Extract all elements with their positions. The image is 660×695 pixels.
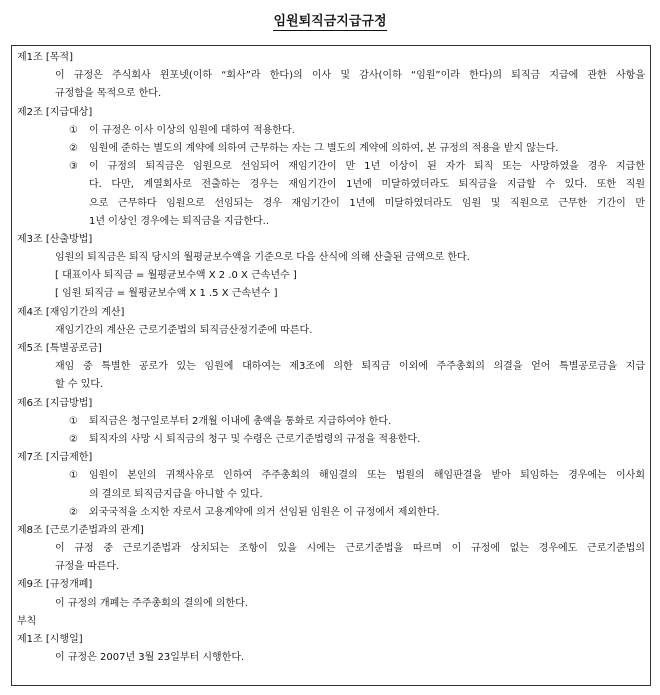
line-text: [ 임원 퇴직금 = 월평균보수액 X 1 .5 X 근속년수 ] bbox=[55, 288, 278, 300]
article-heading bbox=[17, 340, 645, 358]
body-line bbox=[17, 195, 645, 213]
line-text: 할 수 있다. bbox=[55, 379, 104, 391]
line-text: 제9조 [규정개폐] bbox=[17, 579, 93, 591]
line-text: 제4조 [재임기간의 계산] bbox=[17, 306, 125, 318]
body-line bbox=[17, 540, 645, 558]
line-text: 제6조 [지급방법] bbox=[17, 397, 93, 409]
line-text: 부칙 bbox=[17, 615, 37, 627]
numbered-clause bbox=[17, 431, 645, 449]
line-text: 임원이 본인의 귀책사유로 인하여 주주총회의 해임결의 또는 법원의 해임판결을 받아 퇴임하는 경우에는 이사회 bbox=[89, 470, 645, 482]
line-text: [ 대표이사 퇴직금 = 월평균보수액 X 2 .0 X 근속년수 ] bbox=[55, 270, 297, 282]
numbered-clause bbox=[17, 158, 645, 176]
line-text: 이 규정은 주식회사 윈포넷(이하 “회사”라 한다)의 이사 및 감사(이하 “임원”이라 한다)의 퇴직금 지급에 관한 사항을 bbox=[55, 70, 645, 82]
numbered-clause bbox=[17, 467, 645, 485]
clause-number: ② bbox=[69, 433, 78, 445]
line-text: 이 규정의 퇴직금은 임원으로 선임되어 재임기간이 만 1년 이상이 된 자가 퇴직 또는 사망하였을 경우 지급한 bbox=[89, 161, 645, 173]
article-heading bbox=[17, 231, 645, 249]
line-text: 의 결의로 퇴직금지급을 아니할 수 있다. bbox=[89, 488, 263, 500]
article-heading bbox=[17, 395, 645, 413]
clause-number: ② bbox=[69, 142, 78, 154]
regulation-box bbox=[11, 45, 651, 686]
body-line bbox=[17, 176, 645, 194]
line-text: 재임 중 특별한 공로가 있는 임원에 대하여는 제3조에 의한 퇴직금 이외에 주주총회의 의결을 얻어 특별공로금을 지급 bbox=[55, 361, 645, 373]
article-heading bbox=[17, 104, 645, 122]
document-title bbox=[0, 10, 660, 29]
regulation-body bbox=[17, 49, 645, 667]
article-heading bbox=[17, 613, 645, 631]
line-text: 제1조 [목적] bbox=[17, 52, 73, 63]
line-text: 다. 다만, 계열회사로 전출하는 경우는 재임기간이 1년에 미달하였더라도 퇴직금을 지급할 수 있다. 또한 직원 bbox=[89, 179, 645, 191]
clause-number: ① bbox=[69, 124, 78, 136]
line-text: 규정함을 목적으로 한다. bbox=[55, 88, 162, 100]
article-heading bbox=[17, 449, 645, 467]
body-line bbox=[17, 249, 645, 267]
line-text: 이 규정의 개폐는 주주총회의 결의에 의한다. bbox=[55, 597, 248, 609]
body-line bbox=[17, 322, 645, 340]
line-text: 규정을 따른다. bbox=[55, 561, 120, 573]
line-text: 제5조 [특별공로금] bbox=[17, 343, 102, 354]
clause-number: ① bbox=[69, 470, 78, 482]
line-text: 임원에 준하는 별도의 계약에 의하여 근무하는 자는 그 별도의 계약에 의하여, 본 규정의 적용을 받지 않는다. bbox=[89, 142, 559, 154]
body-line bbox=[17, 376, 645, 394]
body-line bbox=[17, 358, 645, 376]
line-text: 1년 이상인 경우에는 퇴직금을 지급한다.. bbox=[89, 215, 269, 227]
numbered-clause bbox=[17, 122, 645, 140]
body-line bbox=[17, 67, 645, 85]
line-text: 임원의 퇴직금은 퇴직 당시의 월평균보수액을 기준으로 다음 산식에 의해 산출된 금액으로 한다. bbox=[55, 252, 470, 264]
numbered-clause bbox=[17, 140, 645, 158]
document-title-text: 임원퇴직금지급규정 bbox=[273, 14, 387, 29]
numbered-clause bbox=[17, 504, 645, 522]
line-text: 이 규정 중 근로기준법과 상치되는 조항이 있을 시에는 근로기준법을 따르며 이 규정에 없는 경우에도 근로기준법의 bbox=[55, 543, 645, 555]
clause-number: ② bbox=[69, 506, 78, 518]
line-text: 으로 근무하다 임원으로 선임되는 경우 재임기간이 1년에 미달하였더라도 임원 및 직원으로 근무한 기간이 만 bbox=[89, 197, 645, 209]
line-text: 제1조 [시행일] bbox=[17, 634, 83, 645]
line-text: 제8조 [근로기준법과의 관계] bbox=[17, 524, 144, 536]
line-text: 이 규정은 2007년 3월 23일부터 시행한다. bbox=[55, 652, 245, 664]
article-heading bbox=[17, 522, 645, 540]
article-heading bbox=[17, 49, 645, 67]
body-line bbox=[17, 285, 645, 303]
body-line bbox=[17, 213, 645, 231]
body-line bbox=[17, 85, 645, 103]
body-line bbox=[17, 267, 645, 285]
line-text: 이 규정은 이사 이상의 임원에 대하여 적용한다. bbox=[89, 124, 295, 136]
article-heading bbox=[17, 576, 645, 594]
clause-number: ① bbox=[69, 415, 78, 427]
line-text: 재임기간의 계산은 근로기준법의 퇴직금산정기준에 따른다. bbox=[55, 324, 313, 336]
line-text: 외국국적을 소지한 자로서 고용계약에 의거 선임된 임원은 이 규정에서 제외한다. bbox=[89, 506, 440, 518]
article-heading bbox=[17, 631, 645, 649]
line-text: 제7조 [지급제한] bbox=[17, 452, 93, 464]
clause-number: ③ bbox=[69, 161, 78, 173]
body-line bbox=[17, 486, 645, 504]
line-text: 퇴직자의 사망 시 퇴직금의 청구 및 수령은 근로기준법령의 규정을 적용한다. bbox=[89, 433, 421, 445]
body-line bbox=[17, 595, 645, 613]
line-text: 퇴직금은 청구일로부터 2개월 이내에 총액을 통화로 지급하여야 한다. bbox=[89, 415, 392, 427]
line-text: 제3조 [산출방법] bbox=[17, 233, 93, 245]
body-line bbox=[17, 558, 645, 576]
numbered-clause bbox=[17, 413, 645, 431]
line-text: 제2조 [지급대상] bbox=[17, 106, 93, 118]
article-heading bbox=[17, 304, 645, 322]
body-line bbox=[17, 649, 645, 667]
